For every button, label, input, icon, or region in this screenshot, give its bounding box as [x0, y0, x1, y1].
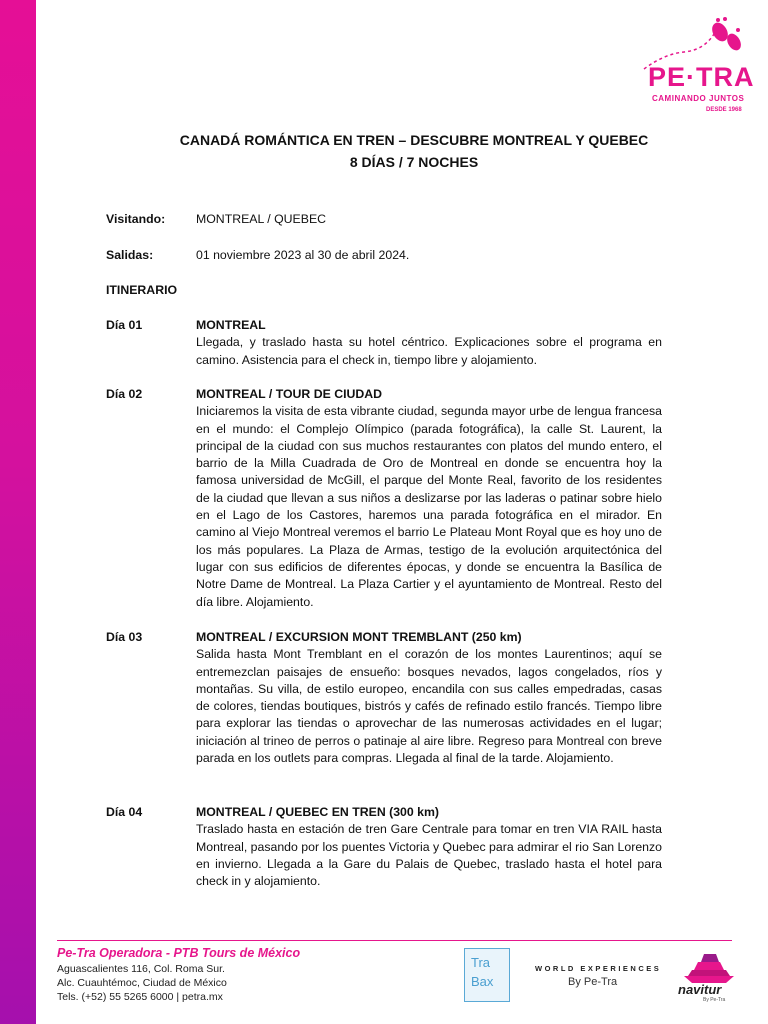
day-title: MONTREAL / TOUR DE CIUDAD: [196, 387, 383, 401]
brand-since: DESDE 1968: [706, 107, 742, 113]
day-text: Salida hasta Mont Tremblant en el corazón de los montes Laurentinos; aquí se entremezclan paisajes de ensueño: bosques nevados, lagos congelados, ríos y montañas. Su villa, de estilo europeo, encandila con sus calles empedradas, casas de colores, tiendas boutiques, bistrós y cafés de refinado estilo francés. Tiempo libre para explorar las tiendas o aprovechar de las numerosas actividades en el lugar; iniciación al trineo de perros o patinaje al aire libre. Regreso para Montreal con breve parada en los outlets para compras. Llegada al final de la tarde. Alojamiento.: [196, 647, 662, 766]
visiting-label: Visitando:: [106, 212, 166, 226]
itinerary-heading: [106, 283, 177, 297]
visiting-value: MONTREAL / QUEBEC: [196, 212, 327, 226]
day-title: MONTREAL / EXCURSION MONT TREMBLANT (250 km): [196, 630, 522, 644]
brand-tagline: CAMINANDO JUNTOS: [652, 94, 745, 103]
day-text: Iniciaremos la visita de esta vibrante ciudad, segunda mayor urbe de lengua francesa en el mundo: el Complejo Olímpico (parada fotográfica), la calle St. Laurent, la principal de la ciudad con sus muchos restaurantes con platos del mundo entero, el barrio de la Milla Cuadrada de Oro de Montreal en donde se encuentra hoy la famosa universidad de McGill, el parque del Monte Real, favorito de los residentes de la ciudad que llevan a sus niños a deslizarse por las laderas o patinar sobre hielo en el Lago de los Castores, haremos una parada fotográfica en el mirador. En camino al Viejo Montreal veremos el barrio Le Plateau Mont Royal que es hoy uno de los más populares. La Plaza de Armas, testigo de la evolución arquitectónica del lugar con sus edificios de diferentes épocas, y donde se encuentra la Basílica de Notre Dame de Montreal. La Plaza Cartier y el ayuntamiento de Montreal. Resto del día libre. Alojamiento.: [196, 404, 662, 609]
day-label: Día 01: [106, 318, 143, 332]
day-title: MONTREAL: [196, 318, 266, 332]
visiting-row: [106, 212, 327, 226]
day-label: Día 02: [106, 387, 143, 401]
footer-contact: Tels. (+52) 55 5265 6000 | petra.mx: [57, 991, 223, 1003]
navitur-name: navitur: [678, 982, 722, 997]
page-subtitle: 8 DÍAS / 7 NOCHES: [349, 154, 479, 170]
day-label: Día 04: [106, 805, 143, 819]
departures-label: Salidas:: [106, 248, 154, 262]
page-title: CANADÁ ROMÁNTICA EN TREN – DESCUBRE MONTREAL Y QUEBEC: [179, 132, 649, 148]
day-text: Llegada, y traslado hasta su hotel céntrico. Explicaciones sobre el programa en camino. Asistencia para el check in, tiempo libre y alojamiento.: [196, 335, 662, 367]
brand-name: PE·TRA: [648, 62, 755, 92]
navitur-logo: [678, 950, 740, 1006]
navitur-sub: By Pe-Tra: [703, 997, 726, 1003]
departures-row: [106, 248, 410, 262]
world-experiences-text: WORLD EXPERIENCES: [535, 964, 662, 973]
petra-logo: [634, 14, 754, 116]
footer-company: Pe-Tra Operadora - PTB Tours de México: [57, 946, 301, 960]
footer-address-2: Alc. Cuauhtémoc, Ciudad de México: [57, 977, 227, 989]
day-title: MONTREAL / QUEBEC EN TREN (300 km): [196, 805, 440, 819]
departures-value: 01 noviembre 2023 al 30 de abril 2024.: [196, 248, 410, 262]
day-label: Día 03: [106, 630, 143, 644]
day-text: Traslado hasta en estación de tren Gare Centrale para tomar en tren VIA RAIL hasta Montreal, pasando por los puentes Victoria y Quebec para admirar el rio San Lorenzo en invierno. Llegada a la Gare du Palais de Quebec, traslado hasta el hotel para check in y alojamiento.: [196, 822, 662, 889]
footer-divider: [57, 940, 732, 941]
trabax-bottom: Bax: [471, 974, 494, 989]
by-petra-text: By Pe-Tra: [568, 976, 618, 988]
side-accent-bar: [0, 0, 36, 1024]
footer-address-1: Aguascalientes 116, Col. Roma Sur.: [57, 963, 225, 975]
trabax-logo: [464, 948, 510, 1002]
itinerary-label: ITINERARIO: [106, 283, 178, 297]
ship-icon: [678, 950, 740, 984]
trabax-top: Tra: [471, 955, 491, 970]
